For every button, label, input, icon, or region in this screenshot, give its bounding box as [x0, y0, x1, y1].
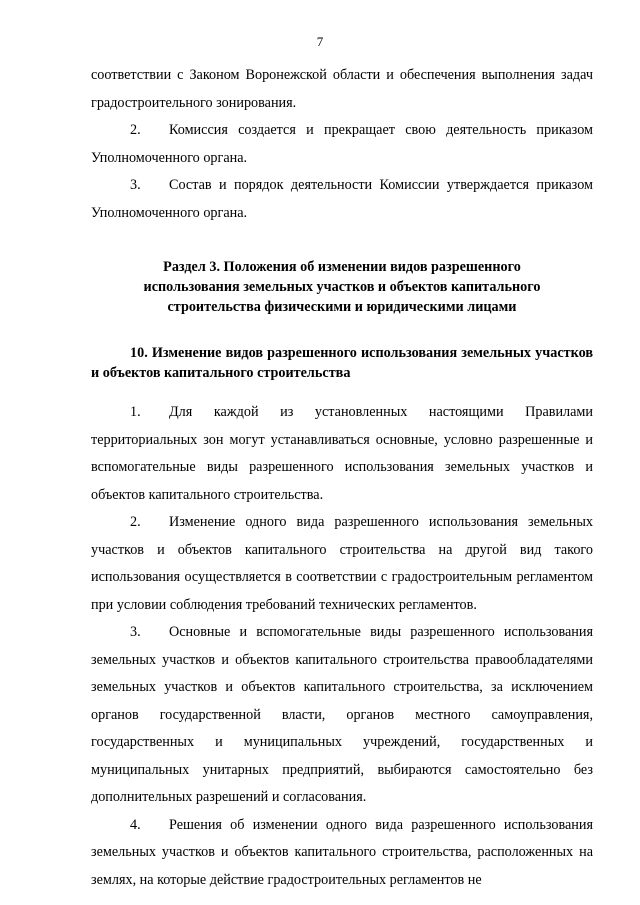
item-number: 2. — [130, 514, 141, 530]
list-item — [91, 117, 593, 172]
item-text: Для каждой из установленных настоящими Правилами территориальных зон могут устанавливаться основные, условно разрешенные и вспомогательные виды разрешенного использования земельных участков и объектов капитального строительства. — [91, 404, 593, 503]
section-title: Раздел 3. Положения об изменении видов разрешенного использования земельных участков и объектов капитального строительства физическими и юридическими лицами — [143, 259, 541, 315]
item-text: Решения об изменении одного вида разрешенного использования земельных участков и объектов капитального строительства, расположенных на землях, на которые действие градостроительных регламентов не — [91, 816, 593, 888]
list-item — [91, 812, 593, 895]
item-number: 3. — [130, 624, 141, 640]
item-text: Комиссия создается и прекращает свою деятельность приказом Уполномоченного органа. — [91, 122, 593, 166]
item-text: Состав и порядок деятельности Комиссии утверждается приказом Уполномоченного органа. — [91, 177, 593, 221]
article-title: 10. Изменение видов разрешенного использования земельных участков и объектов капитального строительства — [91, 345, 593, 381]
page-number: 7 — [316, 34, 324, 49]
list-item — [91, 509, 593, 619]
item-number: 1. — [130, 404, 141, 420]
item-text: Изменение одного вида разрешенного использования земельных участков и объектов капитального строительства на другой вид такого использования осуществляется в соответствии с градостроительным регламентом при условии соблюдения требований технических регламентов. — [91, 514, 593, 613]
item-number: 4. — [130, 816, 141, 833]
document-body — [91, 62, 593, 894]
item-number: 2. — [130, 122, 141, 138]
item-number: 3. — [130, 177, 141, 193]
intro-paragraph: соответствии с Законом Воронежской области и обеспечения выполнения задач градостроительного зонирования. — [91, 67, 593, 111]
list-item — [91, 619, 593, 812]
list-item — [91, 399, 593, 509]
item-text: Основные и вспомогательные виды разрешенного использования земельных участков и объектов капитального строительства правообладателями земельных участков и объектов капитального строительства, за исключением органов государственной власти, органов местного самоуправления, государственных и муниципальных учреждений, государственных и муниципальных унитарных предприятий, выбираются самостоятельно без дополнительных разрешений и согласования. — [91, 624, 593, 805]
list-item — [91, 172, 593, 227]
